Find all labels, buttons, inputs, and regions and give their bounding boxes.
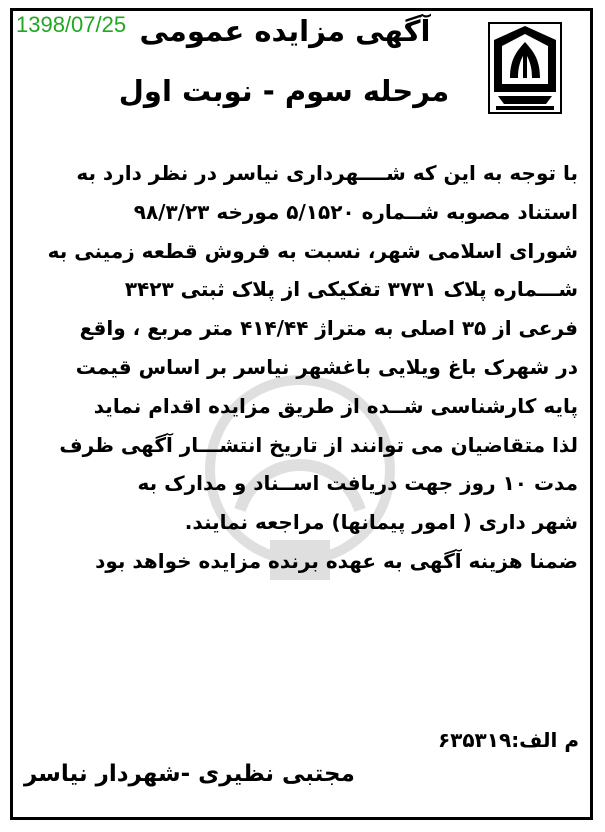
body-line: شورای اسلامی شهر، نسبت به فروش قطعه زمینی به xyxy=(47,238,578,263)
reference-number: م الف:۶۳۵۳۱۹ xyxy=(437,728,579,752)
publication-date: 1398/07/25 xyxy=(16,12,127,37)
notice-body xyxy=(26,154,578,581)
body-line: مدت ۱۰ روز جهت دریافت اســناد و مدارک به xyxy=(137,471,578,496)
body-line: با توجه به این که شــــهرداری نیاسر در نظر دارد به xyxy=(76,161,578,185)
body-line: شـــماره پلاک ۳۷۳۱ تفکیکی از پلاک ثبتی ۳۴۲۳ xyxy=(124,277,578,302)
body-line: شهر داری ( امور پیمانها) مراجعه نمایند. xyxy=(184,510,578,535)
body-line: لذا متقاضیان می توانند از تاریخ انتشـــار آگهی ظرف xyxy=(59,432,578,457)
municipality-logo xyxy=(488,22,562,114)
body-line: ضمنا هزینه آگهی به عهده برنده مزایده خواهد بود xyxy=(95,548,578,573)
body-line: استناد مصوبه شــماره ۵/۱۵۲۰ مورخه ۹۸/۳/۲۳ xyxy=(133,199,578,224)
signature: مجتبی نظیری -شهردار نیاسر xyxy=(24,761,355,787)
notice-subtitle: مرحله سوم - نوبت اول xyxy=(118,74,450,108)
body-line: فرعی از ۳۵ اصلی به متراژ ۴۱۴/۴۴ متر مربع ، واقع xyxy=(79,316,578,341)
body-line: پایه کارشناسی شــده از طریق مزایده اقدام نماید xyxy=(93,393,578,418)
body-line: در شهرک باغ ویلایی باغشهر نیاسر بر اساس قیمت xyxy=(75,354,578,379)
notice-title: آگهی مزایده عمومی xyxy=(139,14,431,48)
